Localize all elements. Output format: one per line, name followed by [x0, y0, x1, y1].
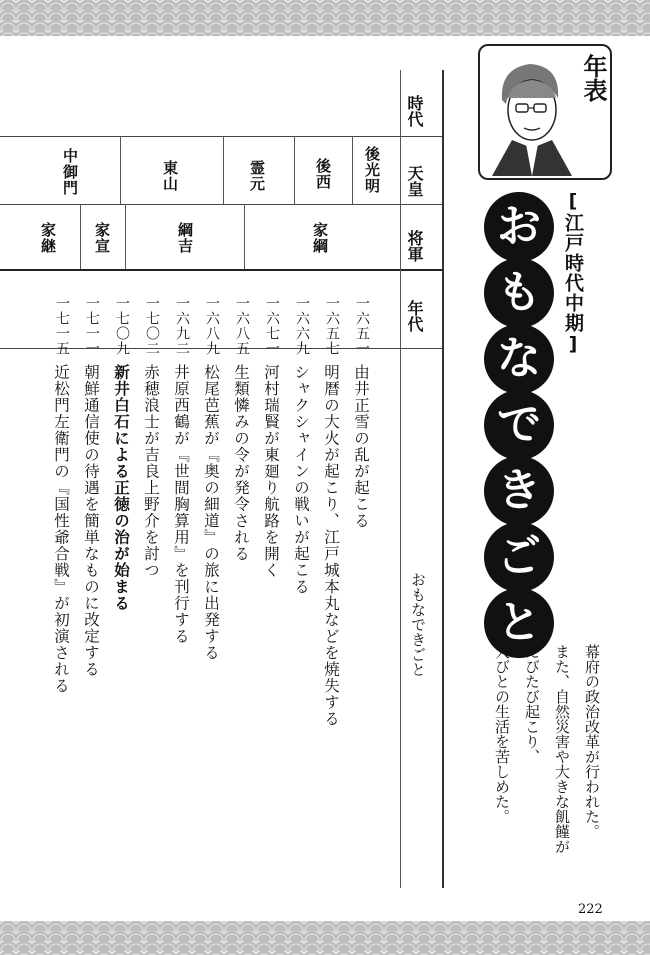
event-cell: 明暦の大火が起こり、江戸城本丸などを焼失する: [322, 364, 340, 727]
cell-divider: [294, 136, 295, 204]
title-char: も: [484, 258, 554, 328]
intro-line: また、自然災害や大きな飢饉が: [553, 644, 571, 854]
event-cell: 近松門左衛門の『国性爺合戦』が初演される: [52, 364, 70, 694]
event-cell: 松尾芭蕉が『奥の細道』の旅に出発する: [202, 364, 220, 661]
emperor-name: 東山: [161, 160, 179, 192]
divider: [0, 136, 442, 137]
year-cell: 一七〇二: [144, 296, 160, 356]
top-decorative-band: [0, 0, 650, 36]
cell-divider: [244, 204, 245, 269]
emperor-name: 霊元: [248, 160, 266, 192]
year-cell: 一六八五: [234, 296, 250, 356]
emperor-name: 後光明: [363, 146, 381, 194]
header-era: 時代: [405, 95, 424, 127]
title-char: き: [484, 456, 554, 526]
header-events: おもなできごと: [409, 572, 427, 677]
title-label: 年表: [579, 54, 607, 102]
title-char: な: [484, 324, 554, 394]
year-cell: 一六五七: [324, 296, 340, 356]
header-shogun: 将軍: [405, 230, 424, 262]
header-column-divider: [400, 70, 401, 888]
year-cell: 一六五一: [354, 296, 370, 356]
cell-divider: [352, 136, 353, 204]
intro-line: 人びとの生活を苦しめた。: [493, 644, 511, 824]
title-char: ご: [484, 522, 554, 592]
header-year: 年代: [405, 300, 424, 332]
intro-line: たびたび起こり、: [523, 644, 541, 764]
divider: [0, 204, 442, 205]
cell-divider: [120, 136, 121, 204]
cell-divider: [80, 204, 81, 269]
title-char: お: [484, 192, 554, 262]
shogun-name: 家継: [39, 222, 57, 254]
cell-divider: [223, 136, 224, 204]
year-cell: 一六九二: [174, 296, 190, 356]
year-cell: 一六六九: [294, 296, 310, 356]
section-subtitle: [江戸時代中期]: [562, 190, 584, 356]
event-cell: 河村瑞賢が東廻り航路を開く: [262, 364, 280, 579]
cell-divider: [125, 204, 126, 269]
year-cell: 一六八九: [204, 296, 220, 356]
year-cell: 一七一五: [54, 296, 70, 356]
emperor-name: 後西: [314, 158, 332, 190]
header-emperor: 天皇: [405, 165, 424, 197]
divider: [0, 269, 442, 271]
event-cell: 由井正雪の乱が起こる: [352, 364, 370, 529]
emperor-name: 中御門: [61, 148, 79, 196]
event-cell: 朝鮮通信使の待遇を簡単なものに改定する: [82, 364, 100, 678]
event-cell: シャクシャインの戦いが起こる: [292, 364, 310, 595]
title-char: で: [484, 390, 554, 460]
portrait-illustration: [482, 48, 578, 176]
shogun-name: 綱吉: [176, 222, 194, 254]
event-cell: 赤穂浪士が吉良上野介を討つ: [142, 364, 160, 579]
title-box: [478, 44, 612, 180]
year-cell: 一七〇九: [114, 296, 130, 356]
title-char: と: [484, 588, 554, 658]
page-number: 222: [578, 902, 603, 917]
year-cell: 一六七一: [264, 296, 280, 356]
event-cell: 井原西鶴が『世間胸算用』を刊行する: [172, 364, 190, 645]
shogun-name: 家宣: [93, 222, 111, 254]
intro-line: 幕府の政治改革が行われた。: [583, 644, 601, 839]
year-cell: 一七一一: [84, 296, 100, 356]
bottom-decorative-band: [0, 921, 650, 955]
shogun-name: 家綱: [311, 222, 329, 254]
event-cell: 新井白石による正徳の治が始まる: [112, 364, 130, 612]
event-cell: 生類憐みの令が発令される: [232, 364, 250, 562]
